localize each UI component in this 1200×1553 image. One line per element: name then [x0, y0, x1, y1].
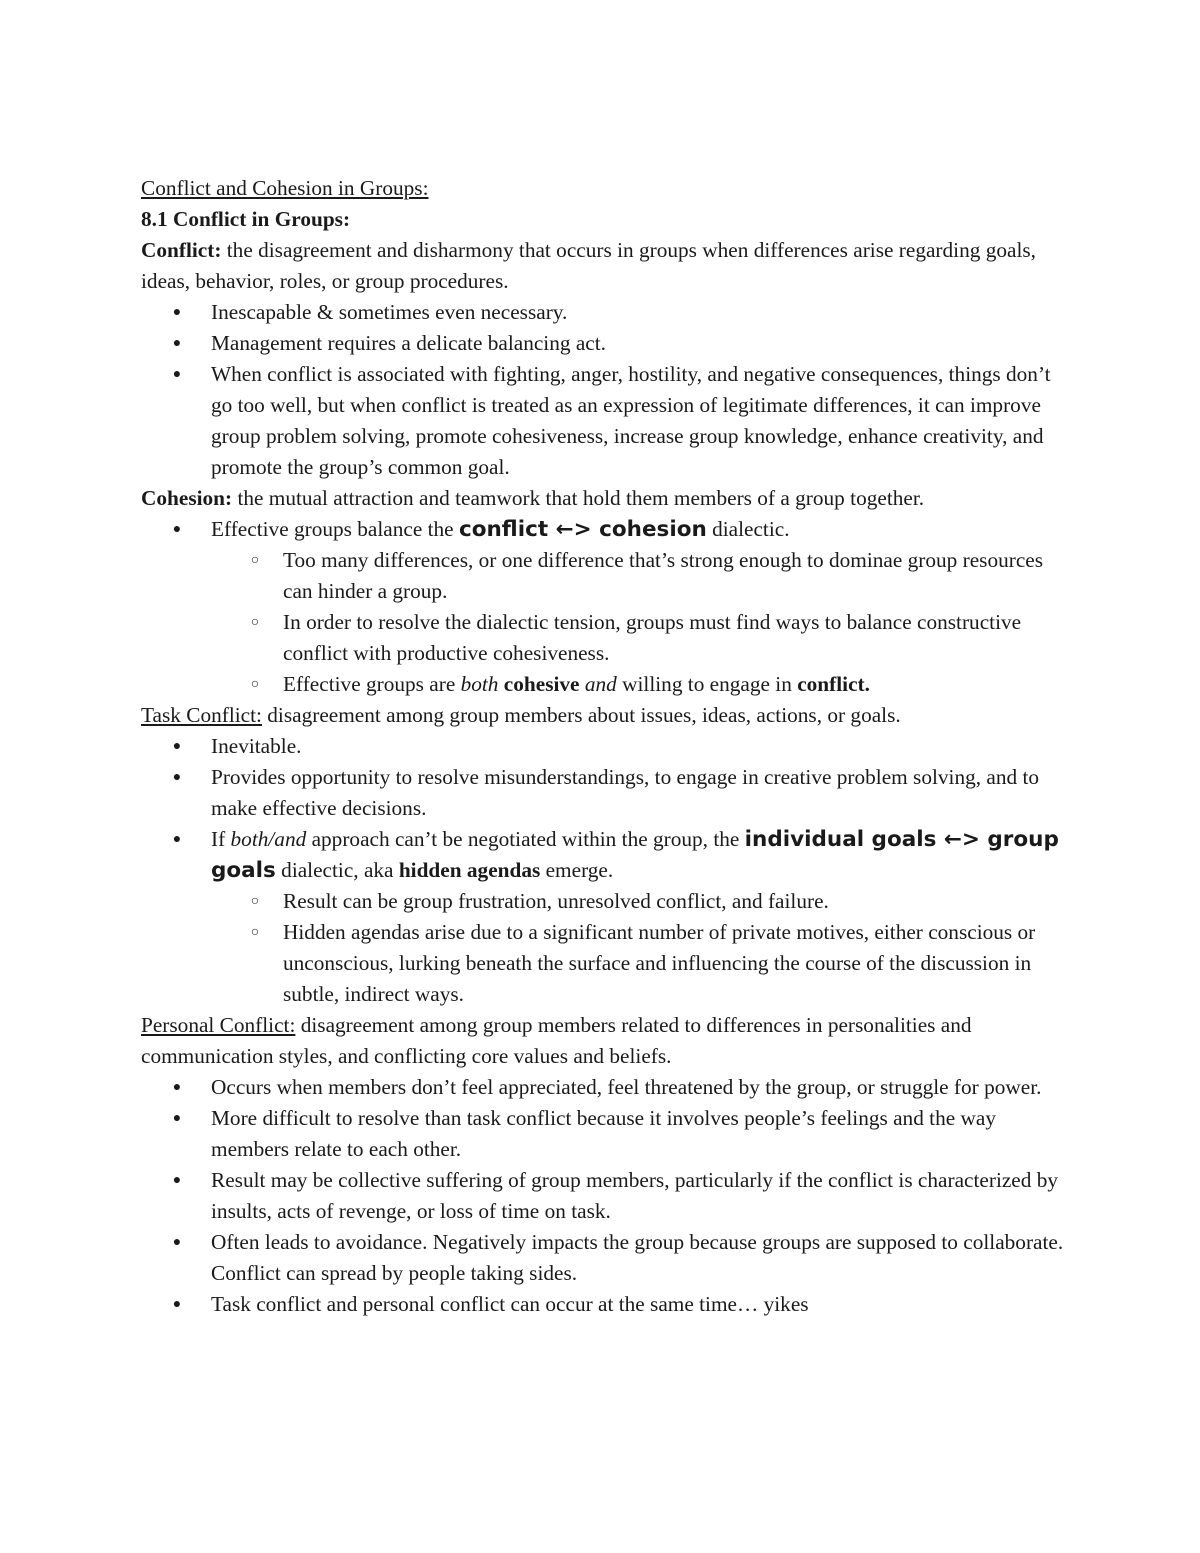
- list-item-text: Often leads to avoidance. Negatively impacts the group because groups are supposed to collaborate. Conflict can spread by people taking sides.: [211, 1230, 1064, 1285]
- list-item: [141, 1165, 1076, 1227]
- task-conflict-definition: [141, 700, 1076, 731]
- personal-conflict-term: Personal Conflict:: [141, 1013, 296, 1037]
- list-item-text: Effective groups balance the: [211, 517, 459, 541]
- text-run-italic: both: [460, 672, 499, 696]
- sub-list-item: [141, 545, 1076, 607]
- bullet-dot-icon: ●: [172, 305, 182, 320]
- list-item: [141, 1072, 1076, 1103]
- bullet-dot-icon: ●: [172, 1080, 182, 1095]
- task-conflict-bullet-list: [141, 731, 1076, 1010]
- list-item: [141, 1227, 1076, 1289]
- list-item-text: Task conflict and personal conflict can occur at the same time… yikes: [211, 1292, 809, 1316]
- conflict-bullet-list: [141, 297, 1076, 483]
- dialectic-emphasis: individual goals ←> group goals: [211, 827, 1059, 883]
- text-run-italic: both/and: [230, 827, 307, 851]
- list-item-text: Occurs when members don’t feel appreciated, feel threatened by the group, or struggle for power.: [211, 1075, 1042, 1099]
- cohesion-term: Cohesion:: [141, 486, 233, 510]
- sub-list-item: [141, 669, 1076, 700]
- conflict-term: Conflict:: [141, 238, 222, 262]
- sub-list-item: [141, 917, 1076, 1010]
- cohesion-bullet-list: [141, 514, 1076, 700]
- bullet-dot-icon: ●: [172, 739, 182, 754]
- list-item: [141, 762, 1076, 824]
- document-title: Conflict and Cohesion in Groups:: [141, 176, 429, 200]
- list-item: [141, 359, 1076, 483]
- document-page: [141, 173, 1076, 1320]
- personal-conflict-definition: [141, 1010, 1076, 1072]
- text-run: If: [211, 827, 231, 851]
- bullet-dot-icon: ●: [172, 770, 182, 785]
- bullet-dot-icon: ●: [172, 1111, 182, 1126]
- personal-conflict-bullet-list: [141, 1072, 1076, 1320]
- bullet-circle-icon: ○: [250, 615, 260, 630]
- list-item: [141, 297, 1076, 328]
- list-item-text: In order to resolve the dialectic tension, groups must find ways to balance constructive conflict with productive cohesiveness.: [283, 610, 1022, 665]
- list-item-text: Result may be collective suffering of group members, particularly if the conflict is characterized by insults, acts of revenge, or loss of time on task.: [211, 1168, 1059, 1223]
- bullet-dot-icon: ●: [172, 1235, 182, 1250]
- list-item-text: When conflict is associated with fighting, anger, hostility, and negative consequences, things don’t go too well, but when conflict is treated as an expression of legitimate differences, it can improve group problem solving, promote cohesiveness, increase group knowledge, enhance creativity, and promote the group’s common goal.: [211, 362, 1051, 479]
- bullet-dot-icon: ●: [172, 1173, 182, 1188]
- bullet-dot-icon: ●: [172, 832, 182, 847]
- text-run-bold: conflict.: [797, 672, 870, 696]
- bullet-circle-icon: ○: [250, 894, 260, 909]
- text-run-italic: and: [584, 672, 617, 696]
- list-item-text: Too many differences, or one difference that’s strong enough to dominae group resources can hinder a group.: [283, 548, 1044, 603]
- list-item-text: Management requires a delicate balancing act.: [211, 331, 606, 355]
- bullet-dot-icon: ●: [172, 522, 182, 537]
- list-item-text: Inescapable & sometimes even necessary.: [211, 300, 568, 324]
- text-run-bold: cohesive: [503, 672, 580, 696]
- bullet-dot-icon: ●: [172, 367, 182, 382]
- sub-list-item: [141, 607, 1076, 669]
- bullet-dot-icon: ●: [172, 336, 182, 351]
- text-run: approach can’t be negotiated within the group, the: [306, 827, 745, 851]
- text-run: dialectic, aka: [275, 858, 399, 882]
- conflict-def-text: the disagreement and disharmony that occurs in groups when differences arise regarding goals, ideas, behavior, roles, or group procedures.: [141, 238, 1036, 293]
- cohesion-def-text: the mutual attraction and teamwork that hold them members of a group together.: [232, 486, 925, 510]
- list-item-text: Provides opportunity to resolve misunderstandings, to engage in creative problem solving, and to make effective decisions.: [211, 765, 1040, 820]
- cohesion-sub-list: [211, 545, 1076, 700]
- task-conflict-sub-list: [211, 886, 1076, 1010]
- list-item: [141, 328, 1076, 359]
- text-run: emerge.: [540, 858, 614, 882]
- task-conflict-term: Task Conflict:: [141, 703, 262, 727]
- conflict-definition: [141, 235, 1076, 297]
- text-run-bold: hidden agendas: [398, 858, 541, 882]
- cohesion-definition: [141, 483, 1076, 514]
- list-item-text: More difficult to resolve than task conflict because it involves people’s feelings and the way members relate to each other.: [211, 1106, 996, 1161]
- list-item-text: Inevitable.: [211, 734, 302, 758]
- list-item: [141, 1103, 1076, 1165]
- list-item-text: Result can be group frustration, unresolved conflict, and failure.: [283, 889, 829, 913]
- task-conflict-def-text: disagreement among group members about issues, ideas, actions, or goals.: [261, 703, 901, 727]
- dialectic-emphasis: conflict ←> cohesion: [458, 517, 707, 542]
- list-item-text: Hidden agendas arise due to a significant number of private motives, either conscious or unconscious, lurking beneath the surface and influencing the course of the discussion in subtle, indirect ways.: [283, 920, 1036, 1006]
- sub-list-item: [141, 886, 1076, 917]
- bullet-circle-icon: ○: [250, 925, 260, 940]
- list-item-text: dialectic.: [706, 517, 790, 541]
- personal-conflict-def-text: disagreement among group members related to differences in personalities and communication styles, and conflicting core values and beliefs.: [141, 1013, 972, 1068]
- list-item: [141, 514, 1076, 700]
- text-run: Effective groups are: [283, 672, 461, 696]
- bullet-circle-icon: ○: [250, 677, 260, 692]
- bullet-circle-icon: ○: [250, 553, 260, 568]
- text-run: willing to engage in: [616, 672, 798, 696]
- list-item: [141, 824, 1076, 1010]
- list-item: [141, 1289, 1076, 1320]
- bullet-dot-icon: ●: [172, 1297, 182, 1312]
- list-item: [141, 731, 1076, 762]
- section-heading: 8.1 Conflict in Groups:: [141, 207, 351, 231]
